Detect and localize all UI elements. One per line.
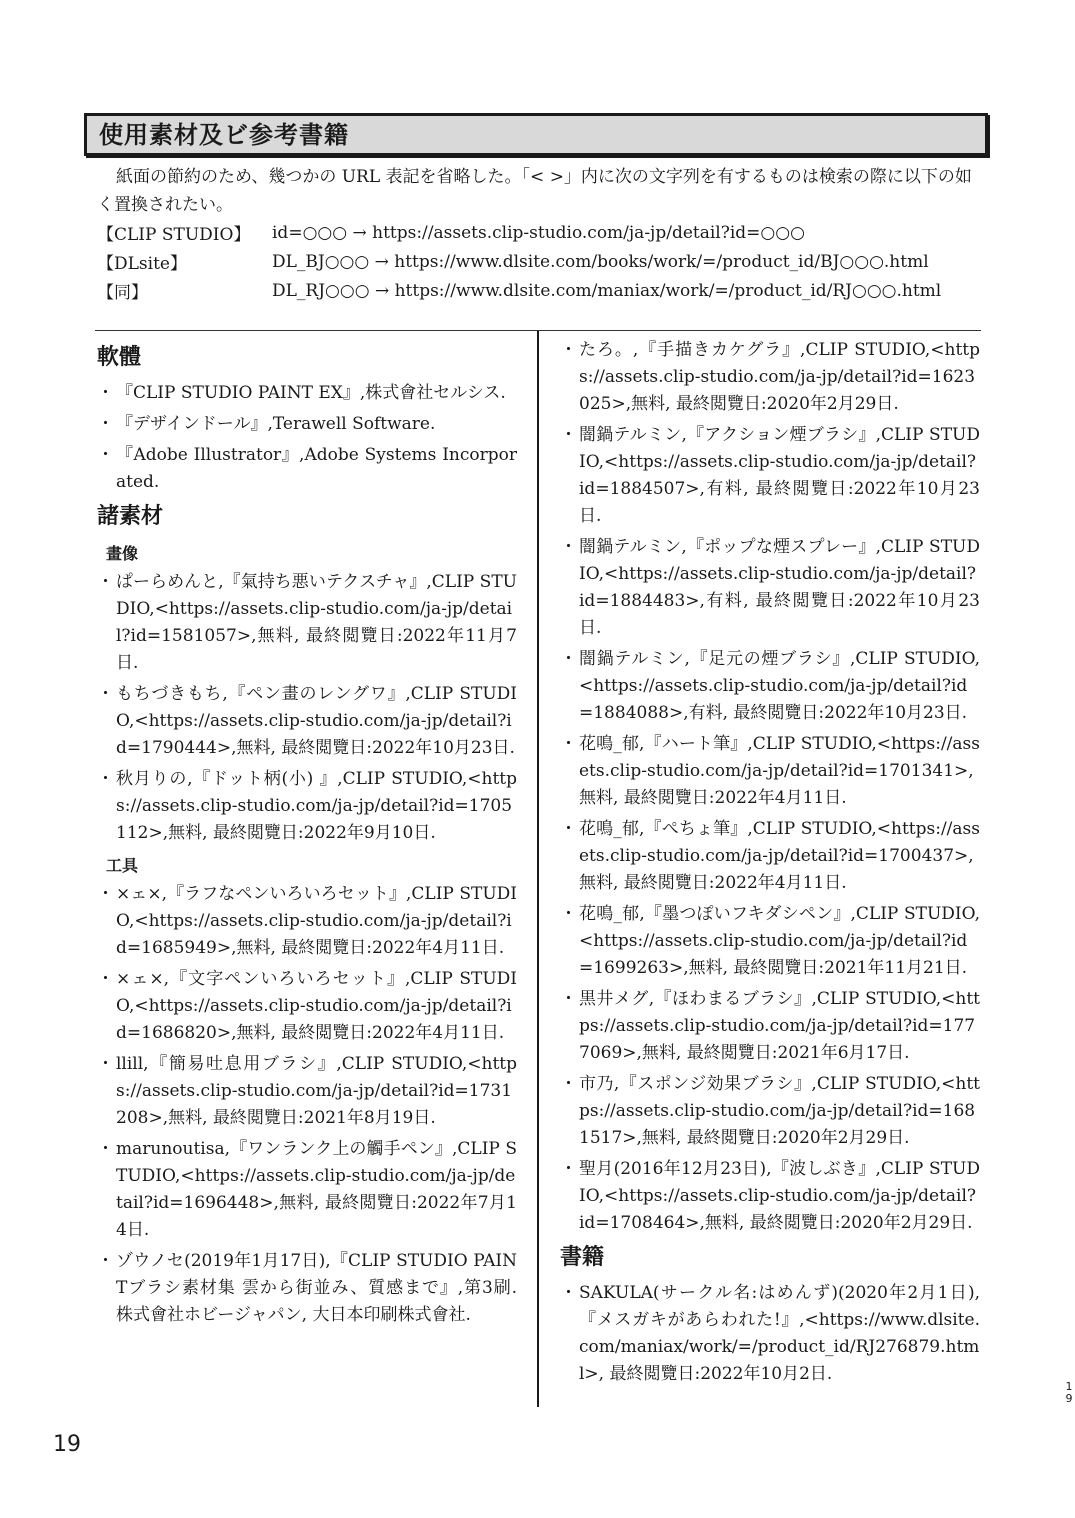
list-item: ・ llill,『簡易吐息用ブラシ』,CLIP STUDIO,<https://assets.clip-studio.com/ja-jp/detail?id=1731208>,無料, 最終閲覽日:2021年8月19日.	[97, 1051, 517, 1132]
software-list	[97, 380, 517, 496]
substitution-key: 【CLIP STUDIO】	[97, 225, 251, 245]
substitution-value: DL_BJ○○○ → https://www.dlsite.com/books/work/=/product_id/BJ○○○.html	[272, 251, 929, 272]
images-heading: 畫像	[106, 544, 139, 563]
right-column	[560, 337, 980, 1392]
images-list	[97, 569, 517, 847]
list-item: ・ ×ェ×,『ラフなペンいろいろセット』,CLIP STUDIO,<https://assets.clip-studio.com/ja-jp/detail?id=1685949>,無料, 最終閲覽日:2022年4月11日.	[97, 881, 517, 962]
substitution-key: 【DLsite】	[97, 254, 187, 274]
tools-heading: 工具	[106, 856, 139, 875]
page-title: 使用素材及ビ参考書籍	[99, 121, 349, 149]
list-item: ・ 市乃,『スポンジ効果ブラシ』,CLIP STUDIO,<https://assets.clip-studio.com/ja-jp/detail?id=1681517>,無料, 最終閲覽日:2020年2月29日.	[560, 1071, 980, 1152]
books-heading: 書籍	[560, 1245, 605, 1270]
books-list	[560, 1280, 980, 1388]
substitution-row	[97, 247, 980, 276]
substitution-row	[97, 218, 980, 247]
substitution-value: DL_RJ○○○ → https://www.dlsite.com/maniax/work/=/product_id/RJ○○○.html	[272, 280, 942, 301]
left-column	[97, 337, 517, 1333]
list-item: ・ 聖月(2016年12月23日),『波しぶき』,CLIP STUDIO,<https://assets.clip-studio.com/ja-jp/detail?id=1708464>,無料, 最終閲覽日:2020年2月29日.	[560, 1156, 980, 1237]
list-item: ・ ×ェ×,『文字ペンいろいろセット』,CLIP STUDIO,<https://assets.clip-studio.com/ja-jp/detail?id=1686820>,無料, 最終閲覽日:2022年4月11日.	[97, 966, 517, 1047]
list-item: ・ 闇鍋テルミン,『ポップな煙スプレー』,CLIP STUDIO,<https://assets.clip-studio.com/ja-jp/detail?id=1884483>,有料, 最終閲覽日:2022年10月23日.	[560, 534, 980, 642]
substitution-key: 【同】	[97, 283, 148, 303]
list-item: ・ 花鳴_郁,『ぺちょ筆』,CLIP STUDIO,<https://assets.clip-studio.com/ja-jp/detail?id=1700437>,無料, 最終閲覽日:2022年4月11日.	[560, 816, 980, 897]
intro-paragraph: 紙面の節約のため、幾つかの URL 表記を省略した。「< >」内に次の文字列を有するものは検索の際に以下の如く置換されたい。	[97, 167, 972, 215]
list-item: ・ 花鳴_郁,『墨つぽいフキダシペン』,CLIP STUDIO,<https://assets.clip-studio.com/ja-jp/detail?id=1699263>,無料, 最終閲覽日:2021年11月21日.	[560, 901, 980, 982]
substitution-value: id=○○○ → https://assets.clip-studio.com/ja-jp/detail?id=○○○	[272, 222, 805, 243]
tools-list-left	[97, 881, 517, 1329]
list-item: ・ ゾウノセ(2019年1月17日),『CLIP STUDIO PAINTブラシ素材集 雲から街並み、質感まで』,第3刷. 株式會社ホビージャパン, 大日本印刷株式會社.	[97, 1248, 517, 1329]
list-item: ・ 『Adobe Illustrator』,Adobe Systems Incorporated.	[97, 442, 517, 496]
list-item: ・ 闇鍋テルミン,『足元の煙ブラシ』,CLIP STUDIO,<https://assets.clip-studio.com/ja-jp/detail?id=1884088>,有料, 最終閲覽日:2022年10月23日.	[560, 646, 980, 727]
list-item: ・ たろ。,『手描きカケグラ』,CLIP STUDIO,<https://assets.clip-studio.com/ja-jp/detail?id=1623025>,無料, 最終閲覽日:2020年2月29日.	[560, 337, 980, 418]
list-item: ・ SAKULA(サークル名:はめんず)(2020年2月1日),『メスガキがあらわれた!』,<https://www.dlsite.com/maniax/work/=/product_id/RJ276879.html>, 最終閲覽日:2022年10月2日.	[560, 1280, 980, 1388]
list-item: ・ ぱーらめんと,『氣持ち悪いテクスチャ』,CLIP STUDIO,<https://assets.clip-studio.com/ja-jp/detail?id=1581057>,無料, 最終閲覽日:2022年11月7日.	[97, 569, 517, 677]
list-item: ・ marunoutisa,『ワンランク上の觸手ペン』,CLIP STUDIO,<https://assets.clip-studio.com/ja-jp/detail?id=1696448>,無料, 最終閲覽日:2022年7月14日.	[97, 1136, 517, 1244]
column-divider	[537, 331, 539, 1407]
software-heading: 軟體	[97, 345, 142, 370]
substitution-table	[97, 218, 980, 305]
title-box	[84, 113, 988, 156]
materials-heading: 諸素材	[97, 504, 164, 529]
list-item: ・ 闇鍋テルミン,『アクション煙ブラシ』,CLIP STUDIO,<https://assets.clip-studio.com/ja-jp/detail?id=1884507>,有料, 最終閲覽日:2022年10月23日.	[560, 422, 980, 530]
list-item: ・ 秋月りの,『ドット柄(小) 』,CLIP STUDIO,<https://assets.clip-studio.com/ja-jp/detail?id=1705112>,無料, 最終閲覽日:2022年9月10日.	[97, 766, 517, 847]
tools-list-right	[560, 337, 980, 1237]
list-item: ・ 『CLIP STUDIO PAINT EX』,株式會社セルシス.	[97, 380, 517, 407]
list-item: ・ 花鳴_郁,『ハート筆』,CLIP STUDIO,<https://assets.clip-studio.com/ja-jp/detail?id=1701341>,無料, 最終閲覽日:2022年4月11日.	[560, 731, 980, 812]
side-page-number: 19	[1065, 1380, 1073, 1405]
list-item: ・ 黒井メグ,『ほわまるブラシ』,CLIP STUDIO,<https://assets.clip-studio.com/ja-jp/detail?id=1777069>,無料, 最終閲覽日:2021年6月17日.	[560, 986, 980, 1067]
page-number: 19	[53, 1432, 81, 1457]
substitution-row	[97, 276, 980, 305]
list-item: ・ もちづきもち,『ペン畫のレングワ』,CLIP STUDIO,<https://assets.clip-studio.com/ja-jp/detail?id=1790444>,無料, 最終閲覽日:2022年10月23日.	[97, 681, 517, 762]
list-item: ・ 『デザインドール』,Terawell Software.	[97, 411, 517, 438]
